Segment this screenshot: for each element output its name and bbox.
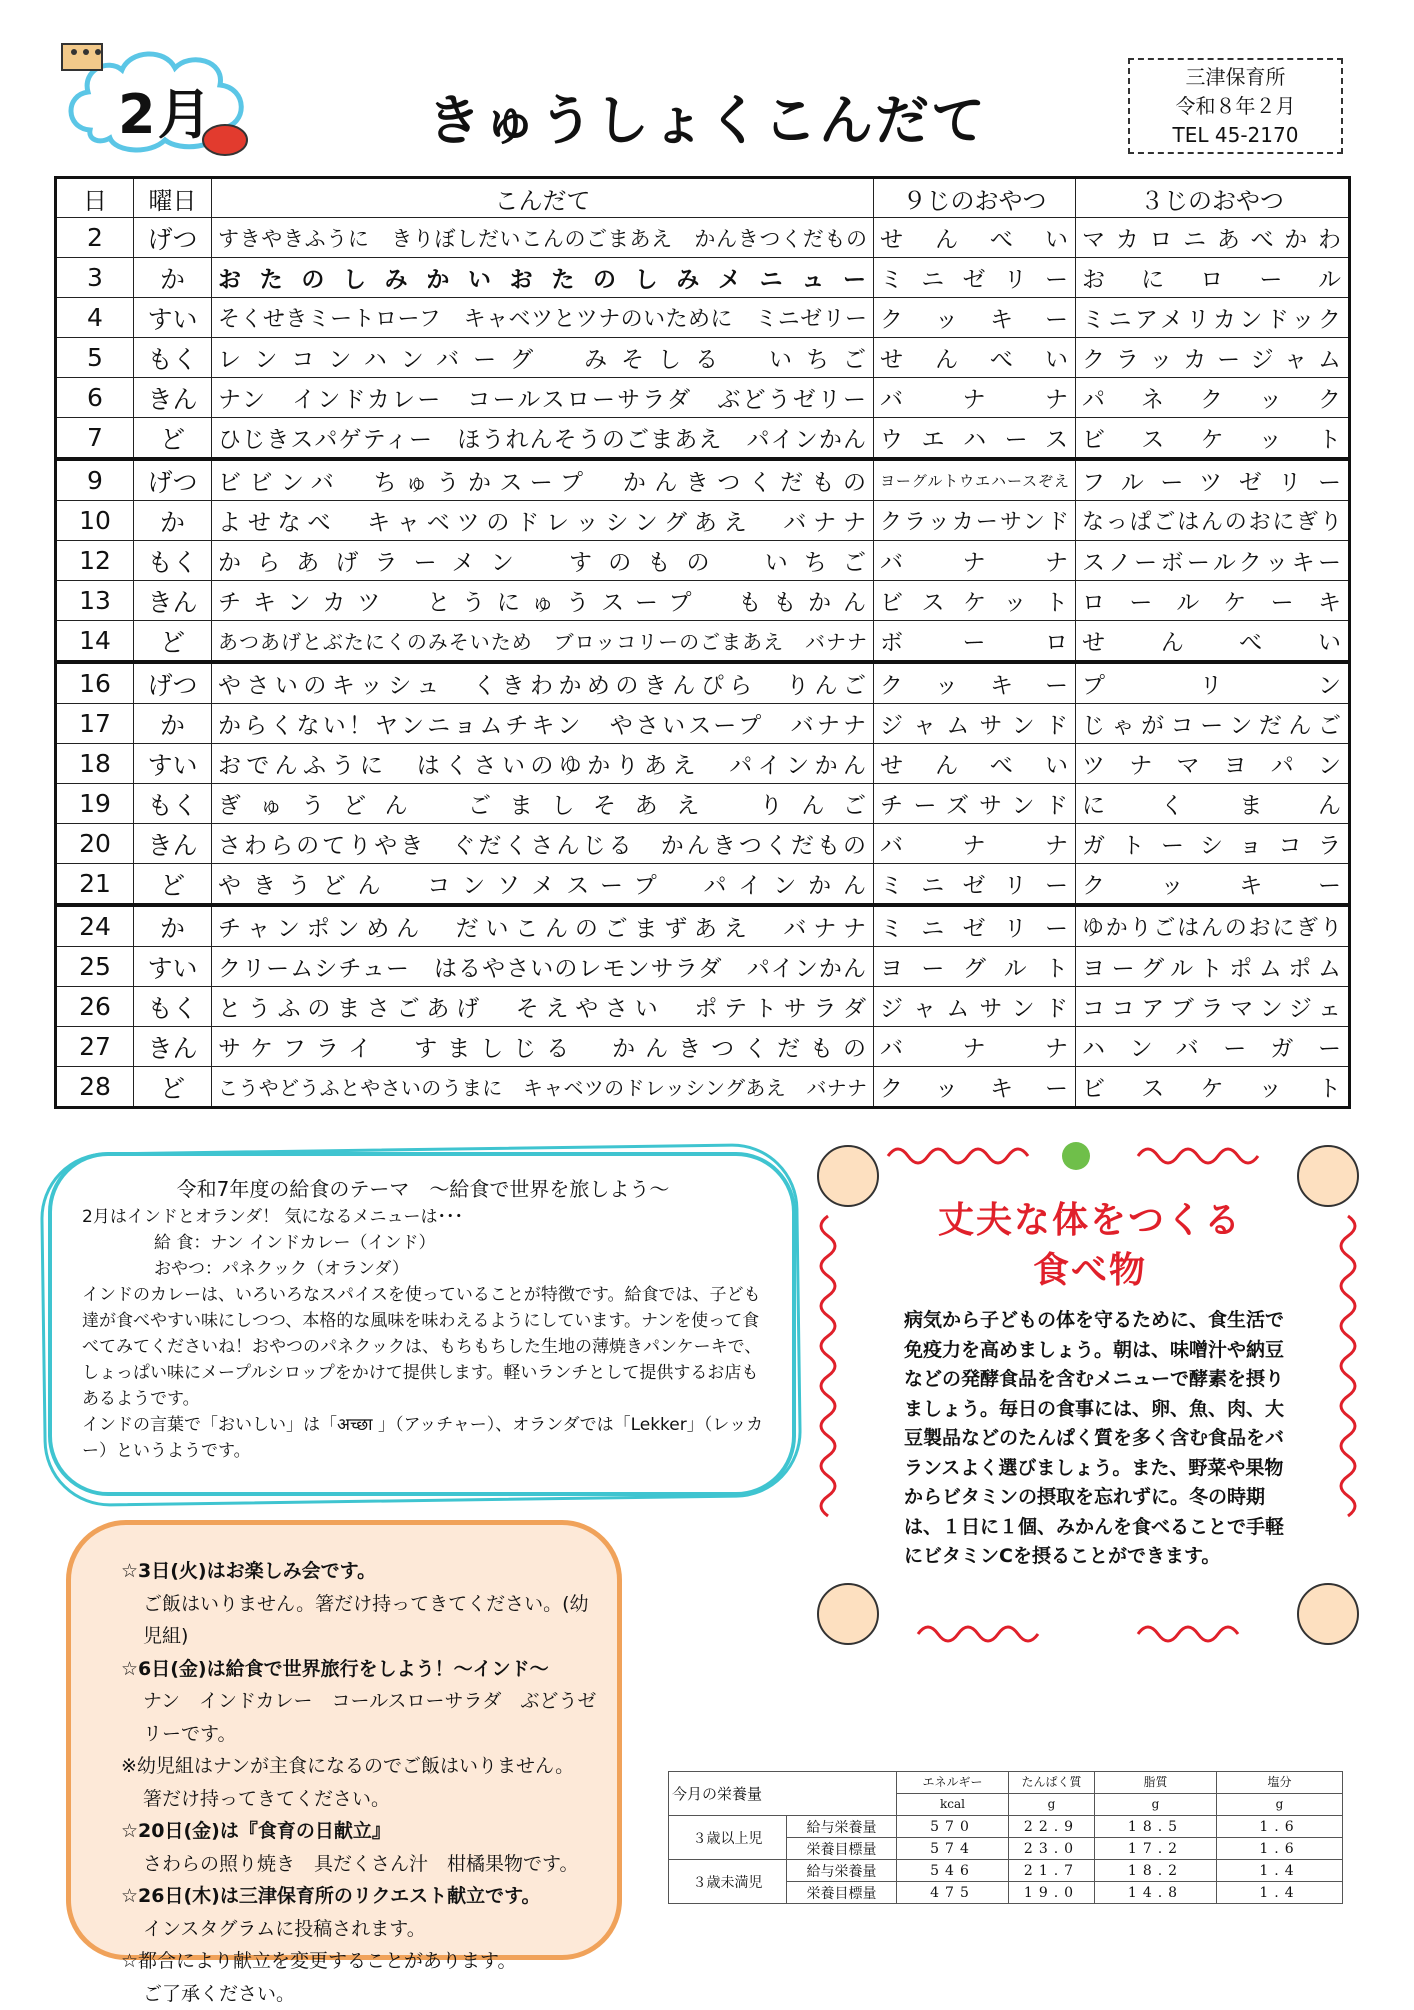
menu-morning-snack: ヨーグルト [874,947,1076,987]
protein-value: 19.0 [1009,1882,1095,1904]
menu-row [56,864,1350,906]
energy-value: 546 [897,1860,1009,1882]
menu-day: 21 [56,864,134,906]
col-fat: 脂質 [1095,1772,1217,1794]
notice-line: ☆20日(金)は『食育の日献立』 [121,1815,597,1848]
menu-morning-snack: チーズサンド [874,784,1076,824]
menu-morning-snack: ミニゼリー [874,905,1076,947]
menu-day: 2 [56,218,134,258]
col-salt-unit: g [1217,1794,1343,1816]
menu-weekday: すい [134,744,212,784]
menu-afternoon-snack: じゃがコーンだんご [1076,704,1350,744]
notice-line: ☆3日(火)はお楽しみ会です。 [121,1555,597,1588]
menu-morning-snack: クッキー [874,1067,1076,1108]
menu-day: 14 [56,621,134,663]
menu-weekday: げつ [134,459,212,501]
menu-afternoon-snack: クラッカージャム [1076,338,1350,378]
menu-afternoon-snack: ツナマヨパン [1076,744,1350,784]
menu-morning-snack: クッキー [874,298,1076,338]
theme-title: 令和7年度の給食のテーマ ～給食で世界を旅しよう～ [82,1176,764,1202]
menu-row [56,621,1350,663]
menu-morning-snack: バナナ [874,824,1076,864]
theme-box [48,1152,796,1496]
menu-day: 19 [56,784,134,824]
menu-dishes: レンコンハンバーグ みそしる いちご [212,338,874,378]
menu-day: 27 [56,1027,134,1067]
energy-value: 574 [897,1838,1009,1860]
menu-row [56,824,1350,864]
menu-dishes: おたのしみかいおたのしみメニュー [212,258,874,298]
menu-morning-snack: せんべい [874,218,1076,258]
fat-value: 18.2 [1095,1860,1217,1882]
theme-body-2: インドの言葉で「おいしい」は「अच्छा 」（アッチャー）、オランダでは「Lekker」（レッカー）というようです。 [82,1412,764,1464]
menu-dishes: ナン インドカレー コールスローサラダ ぶどうゼリー [212,378,874,418]
salt-value: 1.6 [1217,1816,1343,1838]
row-type: 給与栄養量 [787,1816,897,1838]
menu-weekday: ど [134,864,212,906]
menu-day: 6 [56,378,134,418]
menu-weekday: もく [134,541,212,581]
menu-morning-snack: ビスケット [874,581,1076,621]
menu-morning-snack: せんべい [874,744,1076,784]
menu-dishes: やさいのキッシュ くきわかめのきんぴら りんご [212,662,874,704]
theme-intro: 2月はインドとオランダ！ 気になるメニューは･･･ [82,1204,764,1230]
menu-afternoon-snack: パネクック [1076,378,1350,418]
col-fat-unit: g [1095,1794,1217,1816]
theme-body-1: インドのカレーは、いろいろなスパイスを使っていることが特徴です。給食では、子ども達が食べやすい味にしつつ、本格的な風味を味わえるようにしています。ナンを使って食べてみてくださいね！おやつのパネクックは、もちもちした生地の薄焼きパンケーキで、しょっぱい味にメープルシロップをかけて提供します。軽いランチとして提供するお店もあるようです。 [82,1282,764,1412]
menu-row [56,501,1350,541]
menu-weekday: ど [134,418,212,460]
protein-value: 23.0 [1009,1838,1095,1860]
menu-dishes: サケフライ すましじる かんきつくだもの [212,1027,874,1067]
menu-dishes: そくせきミートローフ キャベツとツナのいために ミニゼリー [212,298,874,338]
health-body: 病気から子どもの体を守るために、食生活で免疫力を高めましょう。朝は、味噌汁や納豆などの発酵食品を含むメニューで酵素を摂りましょう。毎日の食事には、卵、魚、肉、大豆製品などのたんぱく質を多く含む食品をバランスよく選びましょう。また、野菜や果物からビタミンの摂取を忘れずに。冬の時期は、１日に１個、みかんを食べることで手軽にビタミンCを摂ることができます。 [904,1306,1296,1572]
menu-morning-snack: ミニゼリー [874,864,1076,906]
menu-day: 28 [56,1067,134,1108]
menu-morning-snack: バナナ [874,541,1076,581]
menu-dishes: こうやどうふとやさいのうまに キャベツのドレッシングあえ バナナ [212,1067,874,1108]
menu-row [56,581,1350,621]
theme-lunch: 給 食：ナン インドカレー（インド） [82,1230,764,1256]
menu-row [56,662,1350,704]
menu-morning-snack: ジャムサンド [874,987,1076,1027]
menu-day: 25 [56,947,134,987]
menu-afternoon-snack: プリン [1076,662,1350,704]
menu-afternoon-snack: なっぱごはんのおにぎり [1076,501,1350,541]
menu-dishes: からくない！ヤンニョムチキン やさいスープ バナナ [212,704,874,744]
menu-afternoon-snack: ミニアメリカンドック [1076,298,1350,338]
row-type: 栄養目標量 [787,1882,897,1904]
menu-dishes: ぎゅうどん ごましそあえ りんご [212,784,874,824]
menu-weekday: か [134,704,212,744]
menu-row [56,784,1350,824]
notice-line: ☆26日(木)は三津保育所のリクエスト献立です。 [121,1880,597,1913]
notice-line: さわらの照り焼き 具だくさん汁 柑橘果物です。 [121,1848,597,1881]
notice-line: 箸だけ持ってきてください。 [121,1783,597,1816]
menu-dishes: チキンカツ とうにゅうスープ ももかん [212,581,874,621]
menu-dishes: よせなべ キャベツのドレッシングあえ バナナ [212,501,874,541]
menu-morning-snack: ミニゼリー [874,258,1076,298]
page-title: きゅうしょくこんだて [0,78,1414,155]
menu-weekday: もく [134,784,212,824]
energy-value: 570 [897,1816,1009,1838]
row-type: 給与栄養量 [787,1860,897,1882]
month-label: 2月 [118,72,214,149]
menu-morning-snack: ヨーグルトウエハースぞえ [874,459,1076,501]
salt-value: 1.6 [1217,1838,1343,1860]
nursery-name: 三津保育所 [1130,63,1341,92]
menu-day: 24 [56,905,134,947]
menu-weekday: すい [134,947,212,987]
menu-afternoon-snack: ヨーグルトポムポム [1076,947,1350,987]
menu-dishes: すきやきふうに きりぼしだいこんのごまあえ かんきつくだもの [212,218,874,258]
notice-line: ナン インドカレー コールスローサラダ ぶどうゼリーです。 [121,1685,597,1750]
header-afternoon-snack: ３じのおやつ [1076,178,1350,218]
menu-dishes: やきうどん コンソメスープ パインかん [212,864,874,906]
menu-day: 7 [56,418,134,460]
phone-number: TEL 45-2170 [1130,121,1341,150]
menu-row [56,298,1350,338]
menu-day: 12 [56,541,134,581]
menu-dishes: クリームシチュー はるやさいのレモンサラダ パインかん [212,947,874,987]
menu-afternoon-snack: ロールケーキ [1076,581,1350,621]
menu-dishes: からあげラーメン すのもの いちご [212,541,874,581]
group-label: ３歳以上児 [669,1816,787,1860]
salt-value: 1.4 [1217,1860,1343,1882]
issue-date: 令和８年２月 [1130,92,1341,121]
menu-row [56,987,1350,1027]
menu-afternoon-snack: ゆかりごはんのおにぎり [1076,905,1350,947]
menu-weekday: きん [134,378,212,418]
menu-row [56,704,1350,744]
menu-row [56,947,1350,987]
menu-table [54,176,1351,1109]
menu-day: 10 [56,501,134,541]
menu-weekday: きん [134,824,212,864]
menu-row [56,1027,1350,1067]
salt-value: 1.4 [1217,1882,1343,1904]
fat-value: 14.8 [1095,1882,1217,1904]
col-protein-unit: g [1009,1794,1095,1816]
header-morning-snack: ９じのおやつ [874,178,1076,218]
menu-day: 16 [56,662,134,704]
notice-box [66,1520,622,1960]
menu-day: 18 [56,744,134,784]
notice-line: ご飯はいりません。箸だけ持ってきてください。(幼児組) [121,1588,597,1653]
row-type: 栄養目標量 [787,1838,897,1860]
health-title [820,1196,1360,1296]
menu-weekday: きん [134,581,212,621]
menu-day: 26 [56,987,134,1027]
menu-day: 17 [56,704,134,744]
energy-value: 475 [897,1882,1009,1904]
protein-value: 22.9 [1009,1816,1095,1838]
menu-row [56,1067,1350,1108]
menu-afternoon-snack: クッキー [1076,864,1350,906]
menu-row [56,338,1350,378]
menu-day: 9 [56,459,134,501]
menu-afternoon-snack: ビスケット [1076,418,1350,460]
notice-line: インスタグラムに投稿されます。 [121,1913,597,1946]
menu-afternoon-snack: フルーツゼリー [1076,459,1350,501]
menu-morning-snack: ボーロ [874,621,1076,663]
menu-day: 13 [56,581,134,621]
header-menu: こんだて [212,178,874,218]
menu-day: 5 [56,338,134,378]
notice-line: ☆6日(金)は給食で世界旅行をしよう！～インド～ [121,1653,597,1686]
header-weekday: 曜日 [134,178,212,218]
menu-morning-snack: せんべい [874,338,1076,378]
menu-row [56,258,1350,298]
menu-dishes: おでんふうに はくさいのゆかりあえ パインかん [212,744,874,784]
menu-afternoon-snack: せんべい [1076,621,1350,663]
col-protein: たんぱく質 [1009,1772,1095,1794]
notice-line: ☆都合により献立を変更することがあります。 [121,1945,597,1978]
menu-afternoon-snack: マカロニあべかわ [1076,218,1350,258]
col-salt: 塩分 [1217,1772,1343,1794]
menu-row [56,459,1350,501]
menu-row [56,744,1350,784]
menu-weekday: すい [134,298,212,338]
menu-row [56,378,1350,418]
menu-afternoon-snack: ハンバーガー [1076,1027,1350,1067]
header-day: 日 [56,178,134,218]
health-title-line-2: 食べ物 [820,1246,1360,1296]
fat-value: 17.2 [1095,1838,1217,1860]
menu-dishes: とうふのまさごあげ そえやさい ポテトサラダ [212,987,874,1027]
menu-row [56,905,1350,947]
menu-weekday: ど [134,621,212,663]
col-energy-unit: kcal [897,1794,1009,1816]
menu-day: 3 [56,258,134,298]
menu-day: 20 [56,824,134,864]
menu-afternoon-snack: スノーボールクッキー [1076,541,1350,581]
menu-weekday: もく [134,987,212,1027]
menu-afternoon-snack: にくまん [1076,784,1350,824]
menu-afternoon-snack: ビスケット [1076,1067,1350,1108]
menu-weekday: きん [134,1027,212,1067]
health-title-line-1: 丈夫な体をつくる [820,1196,1360,1246]
nutrition-table [668,1771,1343,1904]
menu-morning-snack: バナナ [874,378,1076,418]
menu-day: 4 [56,298,134,338]
menu-weekday: ど [134,1067,212,1108]
menu-dishes: ビビンバ ちゅうかスープ かんきつくだもの [212,459,874,501]
menu-row [56,541,1350,581]
fat-value: 18.5 [1095,1816,1217,1838]
menu-morning-snack: ジャムサンド [874,704,1076,744]
group-label: ３歳未満児 [669,1860,787,1904]
menu-afternoon-snack: おにロール [1076,258,1350,298]
menu-weekday: げつ [134,218,212,258]
menu-weekday: か [134,501,212,541]
menu-dishes: ひじきスパゲティー ほうれんそうのごまあえ パインかん [212,418,874,460]
menu-weekday: げつ [134,662,212,704]
menu-weekday: か [134,905,212,947]
menu-row [56,218,1350,258]
protein-value: 21.7 [1009,1860,1095,1882]
nutrition-title: 今月の栄養量 [669,1772,897,1816]
menu-table-header [56,178,1350,218]
nursery-info-box [1128,58,1343,154]
menu-dishes: あつあげとぶたにくのみそいため ブロッコリーのごまあえ バナナ [212,621,874,663]
menu-dishes: さわらのてりやき ぐだくさんじる かんきつくだもの [212,824,874,864]
menu-afternoon-snack: ココアブラマンジェ [1076,987,1350,1027]
menu-morning-snack: クッキー [874,662,1076,704]
menu-morning-snack: バナナ [874,1027,1076,1067]
menu-row [56,418,1350,460]
theme-snack: おやつ：パネクック（オランダ） [82,1256,764,1282]
menu-weekday: か [134,258,212,298]
menu-afternoon-snack: ガトーショコラ [1076,824,1350,864]
notice-line: ご了承ください。 [121,1978,597,2010]
menu-morning-snack: クラッカーサンド [874,501,1076,541]
col-energy: エネルギー [897,1772,1009,1794]
menu-morning-snack: ウエハース [874,418,1076,460]
menu-weekday: もく [134,338,212,378]
notice-line: ※幼児組はナンが主食になるのでご飯はいりません。 [121,1750,597,1783]
menu-dishes: チャンポンめん だいこんのごまずあえ バナナ [212,905,874,947]
